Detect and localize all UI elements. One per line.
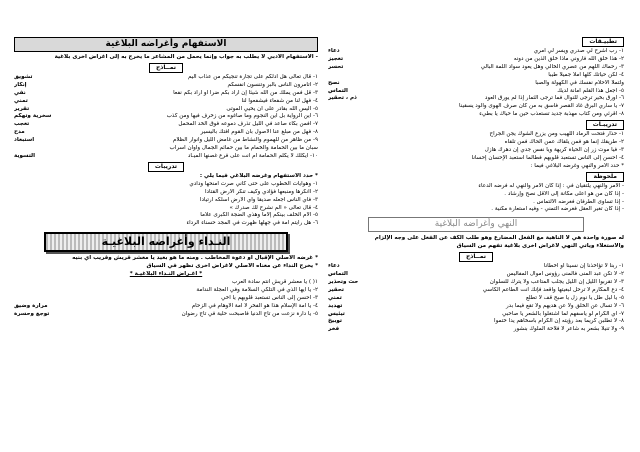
text-line <box>14 212 318 220</box>
text-line <box>14 255 318 263</box>
text-line <box>328 206 624 214</box>
line-text: ٥- اجعل هذا القلم أمانة لديك <box>557 87 624 94</box>
vocative-section-banner: النـداء وأغراضه البلاغيـة <box>44 232 288 252</box>
line-text: ٤- قال تعالى « ألم نشرح لك صدرك » <box>229 204 318 211</box>
section-tag-note: ملحوظة <box>586 172 624 182</box>
line-text: ١٠- أيكلك لا يكلم الحمامة أم انت على فرع غصنها الميـاد <box>187 152 318 159</box>
line-text: ٩- من ظاهر من للهموم والنشاط من غامض الليل وأنوار الظلام <box>172 137 318 144</box>
text-line <box>14 295 318 303</box>
line-purpose-label: التماس <box>328 87 348 94</box>
text-line <box>328 163 624 171</box>
line-text: ١- ربنا لا تؤاخذنا إن نسينا أو أخطأنا <box>543 263 624 270</box>
line-text: ١- حذار فتحت الرماد اللهيب ومن يزرع الشوك يجن الجراح <box>489 131 624 138</box>
line-text: ٢- أأنكرها ومنبعها فؤادي وكيف تنكر الأرض القتادا <box>204 188 318 195</box>
line-text: ٣- لا تقربوا الليل إن الليل يجلب المتاعب ولا يترك للسلوان <box>489 278 624 285</box>
line-text: ولتملأ الأحلام نفسك في الكهولة والصبا <box>535 79 624 86</box>
line-purpose-label: فخر <box>328 326 340 333</box>
text-line <box>328 199 624 207</box>
line-text: ٦- هل رأيتم أمة في جهلها ظهرت في المجد حسناء الرداء <box>186 220 318 227</box>
line-purpose-label: تمني <box>328 294 342 301</box>
text-line <box>328 326 624 334</box>
line-purpose-label: توجع وحسرة <box>14 310 50 317</box>
text-line <box>328 139 624 147</box>
text-line <box>328 88 624 96</box>
line-text: ٢- هذا خلق الله فأروني ماذا خلق الذين من دونه <box>513 55 624 62</box>
line-purpose-label: استبعاد <box>14 137 35 144</box>
line-text: ٥- أليس الله بقادر على أن يحيي الموتى <box>226 105 318 112</box>
interrogative-section-title: الاستفهام وأغراضه البلاغية <box>14 37 318 52</box>
text-line <box>14 121 318 129</box>
line-text: سبان ما بين الحمامة والخمام ما بين حمائم الجمال وأوان أسراب <box>169 145 318 152</box>
line-text: ٨- لا تطلبن كريما بعد رؤيته إن الكرام بأسخاهم يدا ختموا <box>494 318 624 325</box>
note-list <box>328 183 624 215</box>
line-text: ٦- لا تسأل عن الخلق ولا عن هديهم ولا تقع فيما بدر <box>505 302 624 309</box>
interrogative-intro: - الاستفهام الأدبي لا يطلب به جواب وإنما يحمل من المشاعر ما يخرج به إلى أغراض أخرى بلاغية <box>54 54 318 60</box>
text-line <box>14 145 318 153</box>
line-purpose-label: تهديد <box>328 302 343 309</box>
line-text: له صورة واحدة هي لا الناهية مع الفعل المضارع وهو طلب الكف عن الفعل على وجه الإلزام <box>374 235 624 242</box>
text-line <box>328 72 624 80</box>
line-text: ٣- أحسن إلى الناس تستعبد قلوبهم يا أخي <box>221 294 318 301</box>
line-purpose-label: تشويق <box>14 73 33 80</box>
line-text: ٩- ولا تنيلا بشعر به شاعر لا فلاحة الملوك بنشور <box>513 326 624 333</box>
line-purpose-label: دعاء <box>328 48 340 54</box>
text-line <box>328 64 624 72</box>
text-line <box>328 131 624 139</box>
text-line <box>14 181 318 189</box>
line-text: * حدد الأمر والنهي وغرضه البلاغي فيما : <box>530 162 624 169</box>
line-purpose-label: التماس <box>328 271 348 278</box>
vocative-definition <box>14 255 318 271</box>
text-line <box>14 129 318 137</box>
text-line <box>328 95 624 103</box>
line-text: ٧- يا ساري البرق غاد القصر فاسق به من كان صرف الهوى والود يسقينا <box>459 103 624 110</box>
line-text: ١- قال تعالى هل أدلكم على تجارة تنجيكم من عذاب أليم <box>187 73 318 80</box>
text-line <box>14 279 318 287</box>
line-text: ٨- اقرئي ومن كتاب مهذبة جديد تستعذب حين ما حياك يا بطيء <box>479 111 624 118</box>
text-line <box>328 287 624 295</box>
line-text: - إذا كان من هو أعلى مكانة إلى الأقل نصح وإرشاد . <box>504 190 624 197</box>
line-text: والاستعلاء ويأتي النهي لأغراض أخرى بلاغية تفهم من السياق <box>456 243 624 250</box>
text-line <box>328 80 624 88</box>
line-text: ٢- طريقك إنما هو فمن يلقاك عمن ألحاك فمن تلقاه <box>504 139 624 146</box>
text-line <box>328 48 624 56</box>
line-purpose-label: حث وتحذير <box>328 278 359 285</box>
line-text: ٢- أتأمرون الناس بالبر وتنسون أنفسكم <box>227 81 318 88</box>
text-line <box>328 243 624 251</box>
line-text: ٧- أي الكرام لو يأسفهم لما اشتغلوا بالشعر يا صاحبي <box>502 310 624 317</box>
vocative-examples-list <box>14 279 318 319</box>
text-line <box>14 82 318 90</box>
text-line <box>328 155 624 163</box>
text-line <box>328 56 624 64</box>
text-line <box>14 189 318 197</box>
text-line <box>14 74 318 82</box>
line-text: ٤- لكن حياتك كلها أملاً جميلاً طيباً <box>548 71 624 78</box>
left-column <box>14 36 318 318</box>
line-purpose-label: تقرير <box>14 105 30 112</box>
text-line <box>14 197 318 205</box>
text-line <box>14 98 318 106</box>
text-line <box>328 279 624 287</box>
line-purpose-label: تيئيس <box>328 310 345 317</box>
interrogative-examples-list <box>14 74 318 161</box>
text-line <box>14 287 318 295</box>
text-line <box>328 235 624 243</box>
line-purpose-label: تعجب <box>14 121 30 128</box>
text-line <box>14 137 318 145</box>
line-purpose-label: إنكار <box>14 81 27 88</box>
line-text: ٢- لا تكن عبد المنى فالمنى رؤوس أموال المفاليس <box>506 271 624 278</box>
text-line <box>328 295 624 303</box>
section-tag-exercises-left: تدريبات <box>148 162 184 172</box>
text-line <box>328 103 624 111</box>
vocative-purposes-heading: * أغـراض النـداء البلاغيـة * <box>129 271 203 278</box>
line-text: ٥- ألام الخلف بينكم إلاما وهذي الضجة الكبرى علاما <box>200 212 318 219</box>
line-text: ٣- قل فمن يملك من الله شيئاً إن أراد بكم ضراً أو أراد بكم نفعاً <box>173 89 318 96</box>
text-line <box>328 263 624 271</box>
right-column <box>328 36 624 334</box>
text-line <box>14 106 318 114</box>
text-line <box>14 303 318 311</box>
line-text: ١- وهوايات الخطوب على حتى كأني صرت أمنحها ودادي <box>189 180 318 187</box>
line-text: ٦- أورق بخير ترجى للنوال فما ترجى الثمار إذا لم يورق العود <box>484 95 624 102</box>
text-line <box>328 183 624 191</box>
line-text: ٣- رحماك اللهم من عصري الخالي وهل يعود سواد اللمة البالي <box>480 63 624 70</box>
prohibition-definition <box>328 235 624 251</box>
section-tag-applications: تطبيـقات <box>582 37 624 47</box>
line-purpose-label: نصح <box>328 79 340 86</box>
text-line <box>328 191 624 199</box>
text-line <box>14 113 318 121</box>
prohibition-section-title: النهي وأغراضه البلاغية <box>368 217 584 232</box>
line-purpose-label: نفي <box>14 89 26 96</box>
line-text: * غرضه الأصلي الإقبال أو دعوة المخاطب . ومنه ما هو بعيد يا معشر قريش وقريب أي بنيه <box>72 255 318 262</box>
line-purpose-label: تحسر <box>328 63 344 70</box>
line-purpose-label: التسوية <box>14 152 35 159</box>
section-tag-examples-left: نمــاذج <box>149 63 183 73</box>
text-line <box>328 303 624 311</box>
line-text: ٤- احسن إلى الناس تستعبد قلوبهم فطالما استعبد الإحسان إحسانا <box>471 154 624 161</box>
line-text: ٨- فهل من مبلغ عنا الأصول بأن القوم آفتك باليسير <box>200 129 318 136</box>
line-text: - إذا كان تغير العقل فغرضه التمني - وفيه استعارة مكنية . <box>491 206 624 213</box>
text-line <box>14 220 318 228</box>
line-text: ١- رب اشرح لي صدري ويسر لي أمري <box>533 48 624 54</box>
line-purpose-label: دعاء <box>328 263 340 270</box>
line-text: ٢- يا أيها الذي في التلكي السلامة وفي العجلة الندامة <box>196 286 318 293</box>
prohibition-examples-list <box>328 263 624 334</box>
text-line <box>328 271 624 279</box>
line-text: ٣- فأي الناس أجعله صديقا وأي الأرض أسلكه ارتيادا <box>199 196 318 203</box>
line-purpose-label: تحقير <box>328 286 344 293</box>
section-tag-examples: نمــاذج <box>459 252 493 262</box>
line-purpose-label: سخرية وتهكم <box>14 113 52 120</box>
line-text: ٤- فهل لنا من شفعاء فيشفعوا لنا <box>241 97 318 104</box>
exercise-question-heading: * حدد الاستفهام وغرضه البلاغي فيما يلي : <box>199 172 318 179</box>
line-purpose-label: توبيخ <box>328 318 343 325</box>
line-text: ٣- فيا موت زر إن الحياة كريهة ويا نفس جدي إن دهرك هازل <box>484 146 624 153</box>
line-text: - الأمر والنهي يلتقيان في : إذا كان الأمر والنهي له فرضه الدعاء <box>478 182 624 189</box>
section-tag-exercises: تدريبـات <box>586 120 624 130</box>
line-purpose-label: ذم ، تحقير <box>328 95 357 102</box>
text-line <box>328 147 624 155</box>
text-line <box>14 311 318 319</box>
line-purpose-label: تعجيز <box>328 55 344 62</box>
interrogative-exercises-list <box>14 181 318 228</box>
text-line <box>14 153 318 161</box>
applications-list <box>328 48 624 119</box>
line-purpose-label: تمني <box>14 97 28 104</box>
line-text: * يخرج النداء عن معناه الأصلي لأغراض أخرى تظهر في السياق <box>146 263 318 270</box>
line-text: - إذا تساوى الطرفان فغرضه الالتماس . <box>533 198 624 205</box>
line-text: ٦- أين الرواية بل أين النجوم وما صاغوه من زخرف فيها ومن كذب <box>166 113 318 120</box>
line-purpose-label: مدح <box>14 129 25 136</box>
text-line <box>14 90 318 98</box>
line-text: ٤- دع المكارم لا ترحل لبغيتها واقعد فإنك أنت الطاعم الكاسي <box>482 286 624 293</box>
line-purpose-label: مرارة وضيق <box>14 302 48 309</box>
text-line <box>14 263 318 271</box>
text-line <box>328 311 624 319</box>
exercises-list <box>328 131 624 171</box>
line-text: ٧- أفمن بكاء صاعد في الليل تذرف دموعه فوق الخد المحمل <box>178 121 318 128</box>
text-line <box>328 111 624 119</box>
line-text: ٥- يا ليل طل يا نوم زل يا صبح قف لا تطلع <box>525 294 624 301</box>
line-text: ٤- يا أمة الإسلام هذا هو الفخر لا أمة الأوهام في الزحام <box>191 302 318 309</box>
text-line <box>14 205 318 213</box>
text-line <box>328 318 624 326</box>
line-text: ٥- يا دارة نزعت من تاج الدنيا فأصبحت حلية في تاج رضوان <box>181 310 318 317</box>
line-text: ١( ) يا معشر قريش أنتم سادة العرب <box>232 278 318 285</box>
